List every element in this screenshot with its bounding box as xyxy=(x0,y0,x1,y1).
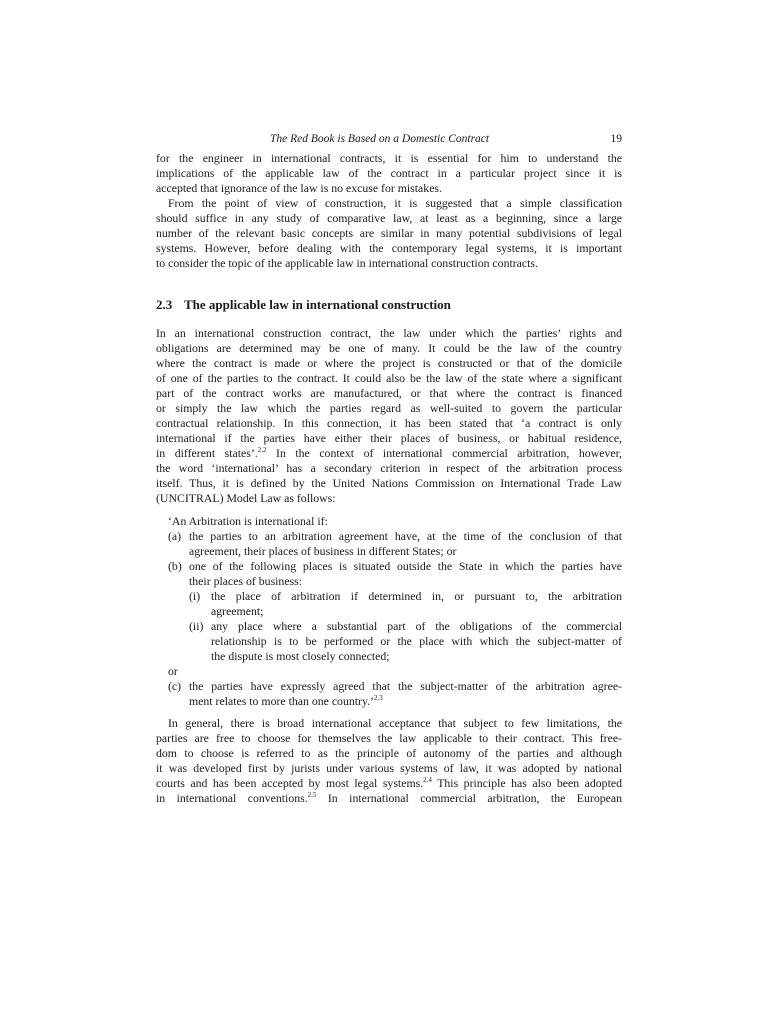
list-item-c xyxy=(156,679,622,694)
item-label: (a) xyxy=(168,529,182,543)
text-segment: In international commercial arbitration, the European xyxy=(316,791,622,805)
text-segment: In the context of international commercial arbitration, however, xyxy=(266,446,623,460)
item-text xyxy=(189,694,383,709)
item-label: (b) xyxy=(168,559,182,573)
text-line: accepted that ignorance of the law is no excuse for mistakes. xyxy=(156,181,442,195)
text-line: or simply the law which the parties regard as well-suited to govern the particular xyxy=(156,401,622,415)
paragraph-autonomy xyxy=(156,716,622,806)
list-item-a xyxy=(156,529,622,544)
sub-item-i xyxy=(156,589,622,604)
paragraph-continued xyxy=(156,151,622,196)
item-label: (ii) xyxy=(189,619,204,633)
list-item-b-cont xyxy=(156,574,622,589)
item-text: the dispute is most closely connected; xyxy=(211,649,390,663)
text-line: it was developed first by jurists under various systems of law, it was adopted by national xyxy=(156,761,622,775)
text-line xyxy=(156,776,622,791)
running-header xyxy=(156,131,622,147)
text-segment: in international conventions. xyxy=(156,791,308,805)
footnote-ref: 2.4 xyxy=(423,776,432,784)
text-line: parties are free to choose for themselves the law applicable to their contract. This free- xyxy=(156,731,622,745)
item-text: agreement, their places of business in different States; or xyxy=(189,544,457,558)
text-line: should suffice in any study of comparative law, at least as a beginning, since a large xyxy=(156,211,622,225)
text-line xyxy=(156,446,622,461)
quote-intro xyxy=(156,514,622,529)
text-segment: in different states’. xyxy=(156,446,258,460)
text-line: implications of the applicable law of the contract in a particular project since it is xyxy=(156,166,622,180)
text-line: systems. However, before dealing with the contemporary legal systems, it is important xyxy=(156,241,622,255)
footnote-ref: 2.5 xyxy=(307,791,317,799)
item-text: the parties to an arbitration agreement have, at the time of the conclusion of that xyxy=(189,529,622,543)
running-title: The Red Book is Based on a Domestic Contract xyxy=(270,133,490,145)
item-text: one of the following places is situated outside the State in which the parties have xyxy=(189,559,622,573)
item-text: the place of arbitration if determined in, or pursuant to, the arbitration xyxy=(211,589,622,603)
footnote-ref: 2.2 xyxy=(257,446,267,454)
text-line: number of the relevant basic concepts are similar in many potential subdivisions of legal xyxy=(156,226,622,240)
text-line: In an international construction contract, the law under which the parties’ rights and xyxy=(156,326,622,340)
text-line: obligations are determined may be one of many. It could be the law of the country xyxy=(156,341,622,355)
section-title: The applicable law in international construction xyxy=(184,297,451,312)
block-quote xyxy=(156,514,622,709)
text-line xyxy=(156,791,622,806)
list-item-a-cont xyxy=(156,544,622,559)
item-text: relationship is to be performed or the place with which the subject-matter of xyxy=(211,634,622,648)
section-heading xyxy=(156,296,622,314)
sub-item-ii-cont xyxy=(156,634,622,649)
text-segment: This principle has also been adopted xyxy=(431,776,622,790)
text-line: (UNCITRAL) Model Law as follows: xyxy=(156,491,336,505)
item-text: any place where a substantial part of the obligations of the commercial xyxy=(211,619,622,633)
quote-intro-text: ‘An Arbitration is international if: xyxy=(168,514,328,528)
text-line: dom to choose is referred to as the principle of autonomy of the parties and although xyxy=(156,746,622,760)
list-item-c-cont xyxy=(156,694,622,709)
text-segment: ment relates to more than one country.’ xyxy=(189,694,374,708)
text-line: itself. Thus, it is defined by the United Nations Commission on International Trade Law xyxy=(156,476,622,490)
text-line: contractual relationship. In this connection, it has been stated that ‘a contract is only xyxy=(156,416,622,430)
item-label: (i) xyxy=(189,589,201,603)
list-item-b xyxy=(156,559,622,574)
text-line: In general, there is broad international acceptance that subject to few limitations, the xyxy=(168,716,622,730)
item-text: their places of business: xyxy=(189,574,303,588)
text-line: for the engineer in international contracts, it is essential for him to understand the xyxy=(156,151,622,165)
item-text: the parties have expressly agreed that the subject-matter of the arbitration agree- xyxy=(189,679,622,693)
page-number: 19 xyxy=(610,133,622,145)
text-segment: courts and has been accepted by most legal systems. xyxy=(156,776,424,790)
sub-item-ii xyxy=(156,619,622,634)
section-number: 2.3 xyxy=(156,297,173,312)
sub-item-i-cont xyxy=(156,604,622,619)
text-line: to consider the topic of the applicable law in international construction contracts. xyxy=(156,256,538,270)
text-line: part of the contract works are manufactured, or that where the contract is financed xyxy=(156,386,622,400)
item-text: agreement; xyxy=(211,604,264,618)
text-line: the word ‘international’ has a secondary criterion in respect of the arbitration process xyxy=(156,461,622,475)
item-label: (c) xyxy=(168,679,182,693)
paragraph-construction-view xyxy=(156,196,622,271)
footnote-ref: 2.3 xyxy=(373,694,383,702)
sub-item-ii-cont xyxy=(156,649,622,664)
text-line: international if the parties have either their places of business, or habitual residence, xyxy=(156,431,622,445)
quote-or xyxy=(156,664,622,679)
paragraph-applicable-law xyxy=(156,326,622,506)
text-line: where the contract is made or where the project is constructed or that of the domicile xyxy=(156,356,622,370)
or-text: or xyxy=(168,664,178,678)
text-line: of one of the parties to the contract. It could also be the law of the state where a significant xyxy=(156,371,622,385)
text-line: From the point of view of construction, it is suggested that a simple classification xyxy=(168,196,622,210)
